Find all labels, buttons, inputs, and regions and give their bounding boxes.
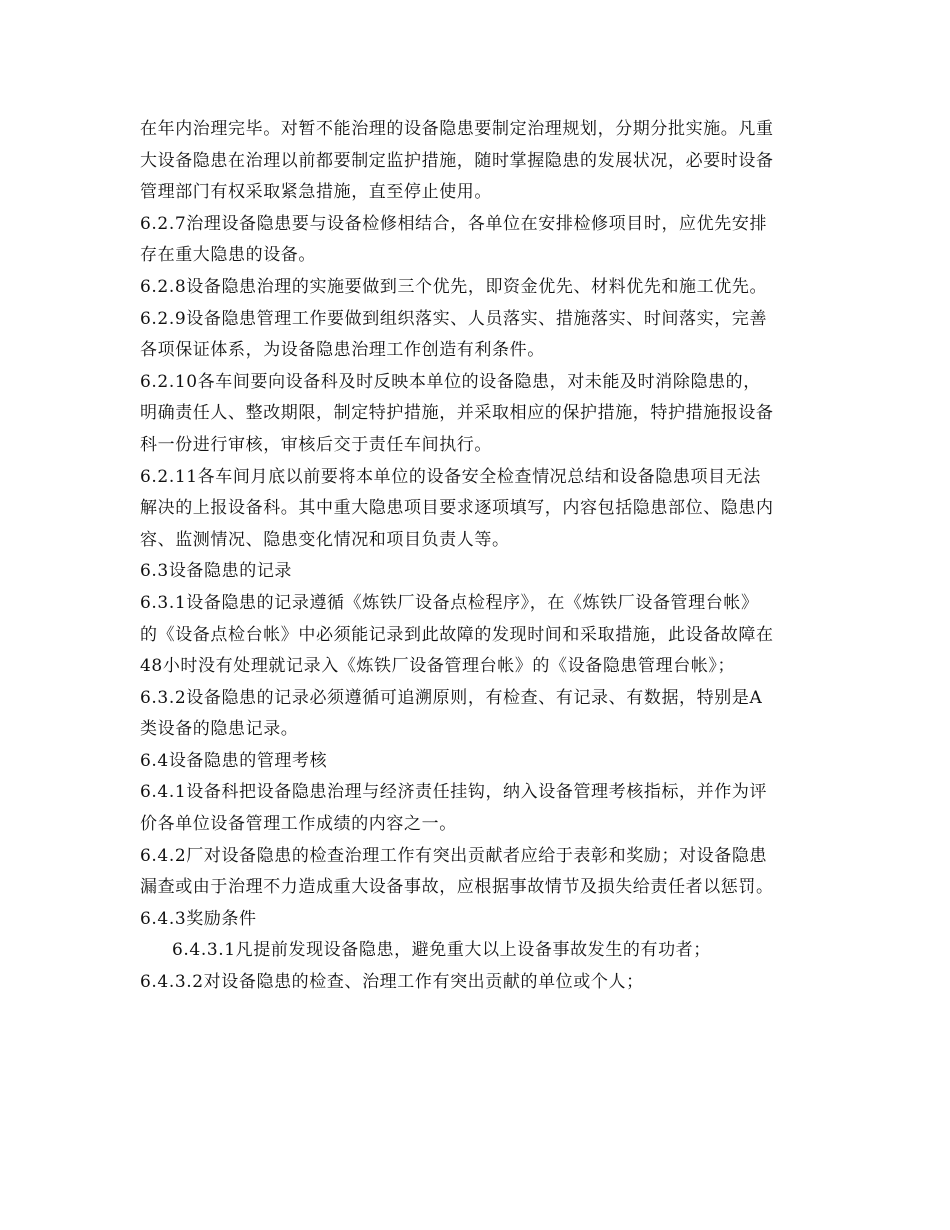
subsection-heading: 6.4.3奖励条件 [140, 908, 257, 929]
paragraph-line: 6.2.10各车间要向设备科及时反映本单位的设备隐患，对未能及时消除隐患的， [140, 371, 761, 392]
document-body [140, 114, 820, 999]
paragraph-line: 6.4.2厂对设备隐患的检查治理工作有突出贡献者应给于表彰和奖励；对设备隐患 [140, 845, 768, 866]
paragraph-line: 容、监测情况、隐患变化情况和项目负责人等。 [140, 529, 510, 550]
paragraph-line: 科一份进行审核，审核后交于责任车间执行。 [140, 434, 492, 455]
paragraph-line: 明确责任人、整改期限，制定特护措施，并采取相应的保护措施，特护措施报设备 [140, 403, 774, 424]
section-heading: 6.4设备隐患的管理考核 [140, 750, 328, 771]
section-heading: 6.3设备隐患的记录 [140, 561, 293, 582]
paragraph-line: 6.2.7治理设备隐患要与设备检修相结合，各单位在安排检修项目时，应优先安排 [140, 213, 768, 234]
list-item: 6.4.3.1凡提前发现设备隐患，避免重大以上设备事故发生的有功者； [172, 940, 711, 961]
paragraph-line: 48小时没有处理就记录入《炼铁厂设备管理台帐》的《设备隐患管理台帐》； [140, 656, 736, 677]
paragraph-line: 各项保证体系，为设备隐患治理工作创造有利条件。 [140, 340, 545, 361]
paragraph-line: 6.2.9设备隐患管理工作要做到组织落实、人员落实、措施落实、时间落实，完善 [140, 308, 768, 329]
paragraph-line: 6.3.1设备隐患的记录遵循《炼铁厂设备点检程序》，在《炼铁厂设备管理台帐》 [140, 592, 759, 613]
paragraph-line: 存在重大隐患的设备。 [140, 245, 316, 266]
paragraph-line: 管理部门有权采取紧急措施，直至停止使用。 [140, 182, 492, 203]
paragraph-line: 6.2.8设备隐患治理的实施要做到三个优先，即资金优先、材料优先和施工优先。 [140, 276, 768, 297]
paragraph-line: 类设备的隐患记录。 [140, 719, 299, 740]
paragraph-line: 解决的上报设备科。其中重大隐患项目要求逐项填写，内容包括隐患部位、隐患内 [140, 498, 774, 519]
list-item: 6.4.3.2对设备隐患的检查、治理工作有突出贡献的单位或个人； [140, 972, 644, 993]
paragraph-line: 价各单位设备管理工作成绩的内容之一。 [140, 814, 457, 835]
paragraph-line: 在年内治理完毕。对暂不能治理的设备隐患要制定治理规划，分期分批实施。凡重 [140, 119, 774, 139]
paragraph-line: 6.2.11各车间月底以前要将本单位的设备安全检查情况总结和设备隐患项目无法 [140, 466, 761, 487]
paragraph-line: 6.3.2设备隐患的记录必须遵循可追溯原则，有检查、有记录、有数据，特别是A [140, 687, 763, 708]
paragraph-line: 大设备隐患在治理以前都要制定监护措施，随时掌握隐患的发展状况，必要时设备 [140, 150, 774, 171]
paragraph-line: 漏查或由于治理不力造成重大设备事故，应根据事故情节及损失给责任者以惩罚。 [140, 877, 774, 898]
paragraph-line: 的《设备点检台帐》中必须能记录到此故障的发现时间和采取措施，此设备故障在 [140, 624, 774, 645]
paragraph-line: 6.4.1设备科把设备隐患治理与经济责任挂钩，纳入设备管理考核指标，并作为评 [140, 782, 768, 803]
